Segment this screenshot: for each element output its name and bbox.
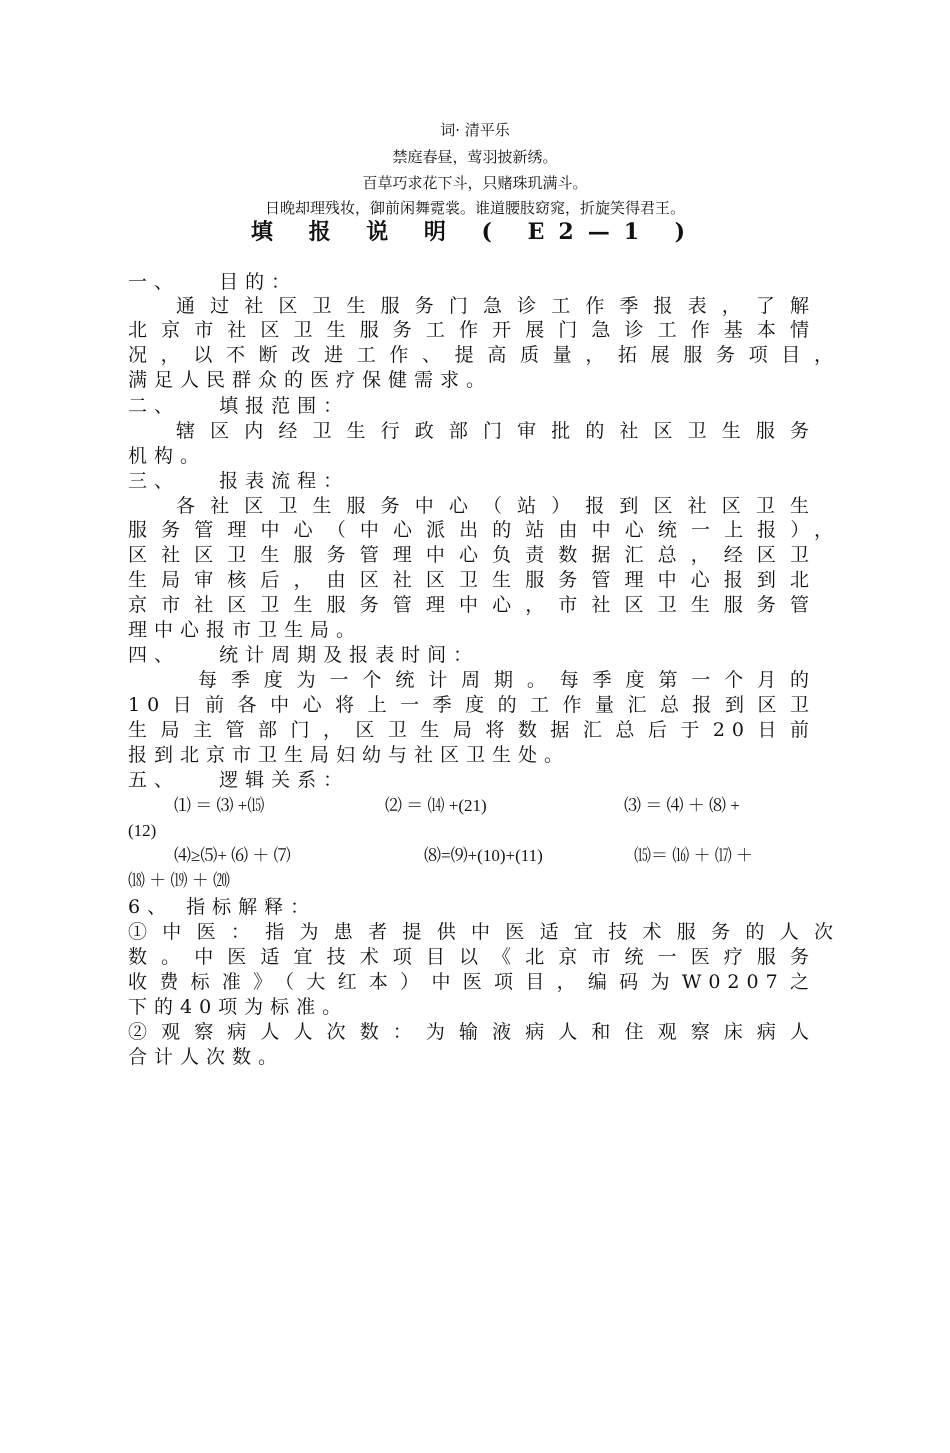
formula-2: ⑵ ＝ ⒁ +(21) xyxy=(385,796,487,815)
formula-3: ⑶ ＝ ⑷ ＋ ⑻ + xyxy=(624,796,740,815)
section-6-line-4: 下的40项为标准。 xyxy=(128,996,349,1018)
section-3-line-6: 理中心报市卫生局。 xyxy=(128,619,363,641)
section-3-line-4: 生局审核后，由区社区卫生服务管理中心报到北 xyxy=(128,569,816,591)
poem-title: 词· 清平乐 xyxy=(440,121,510,139)
poem-line-3: 日晚却理残妆，御前闲舞霓裳。谁道腰肢窈窕，折旋笑得君王。 xyxy=(264,199,685,217)
section-3-line-1: 各社区卫生服务中心（站）报到区社区卫生 xyxy=(176,495,816,517)
poem-line-1: 禁庭春昼，莺羽披新绣。 xyxy=(392,148,558,166)
section-3-line-2: 服务管理中心（中心派出的站由中心统一上报）， xyxy=(128,519,840,541)
section-3-line-5: 京市社区卫生服务管理中心，市社区卫生服务管 xyxy=(128,594,816,616)
document-title: 填 报 说 明 ( E2—1 ) xyxy=(250,219,700,245)
section-6-line-6: 合计人次数。 xyxy=(128,1046,285,1068)
section-6-heading: 6、 指标解释： xyxy=(128,896,317,918)
formula-6: ⒂＝ ⒃ ＋ ⒄ ＋ xyxy=(634,846,753,865)
section-4-line-1: 每季度为一个统计周期。每季度第一个月的 xyxy=(198,669,816,691)
poem-line-2: 百草巧求花下斗，只赌珠玑满斗。 xyxy=(362,174,588,192)
section-6-line-3: 收费标准》（大红本）中医项目，编码为W0207之 xyxy=(128,971,816,993)
section-4-line-4: 报到北京市卫生局妇幼与社区卫生处。 xyxy=(128,744,571,766)
section-4-line-3: 生局主管部门，区卫生局将数据汇总后于20日前 xyxy=(128,719,816,741)
formula-3-continued: (12) xyxy=(128,821,157,840)
section-4-line-2: 10日前各中心将上一季度的工作量汇总报到区卫 xyxy=(128,694,816,716)
formula-6-continued: ⒅ ＋ ⒆ ＋ ⒇ xyxy=(128,871,230,890)
section-1-heading: 一、 目的： xyxy=(128,271,298,293)
section-4-heading: 四、 统计周期及报表时间： xyxy=(128,644,480,666)
section-5-heading: 五、 逻辑关系： xyxy=(128,769,350,791)
section-2-heading: 二、 填报范围： xyxy=(128,395,350,417)
section-6-line-1: ①中医：指为患者提供中医适宜技术服务的人次 xyxy=(128,921,840,943)
formula-1: ⑴ ＝ ⑶ +⒂ xyxy=(174,796,265,815)
section-2-line-1: 辖区内经卫生行政部门审批的社区卫生服务 xyxy=(176,420,816,442)
section-2-line-2: 机构。 xyxy=(128,445,207,467)
section-1-line-4: 满足人民群众的医疗保健需求。 xyxy=(128,369,493,391)
section-3-heading: 三、 报表流程： xyxy=(128,470,350,492)
formula-4: ⑷≥⑸+ ⑹ ＋ ⑺ xyxy=(174,846,291,865)
section-1-line-1: 通过社区卫生服务门急诊工作季报表，了解 xyxy=(176,295,816,317)
section-1-line-3: 况，以不断改进工作、提高质量，拓展服务项目， xyxy=(128,344,840,366)
section-6-line-2: 数。中医适宜技术项目以《北京市统一医疗服务 xyxy=(128,946,816,968)
section-6-line-5: ②观察病人人次数：为输液病人和住观察床病人 xyxy=(128,1021,816,1043)
section-3-line-3: 区社区卫生服务管理中心负责数据汇总，经区卫 xyxy=(128,544,816,566)
formula-5: ⑻=⑼+(10)+(11) xyxy=(424,846,543,865)
section-1-line-2: 北京市社区卫生服务工作开展门急诊工作基本情 xyxy=(128,319,816,341)
